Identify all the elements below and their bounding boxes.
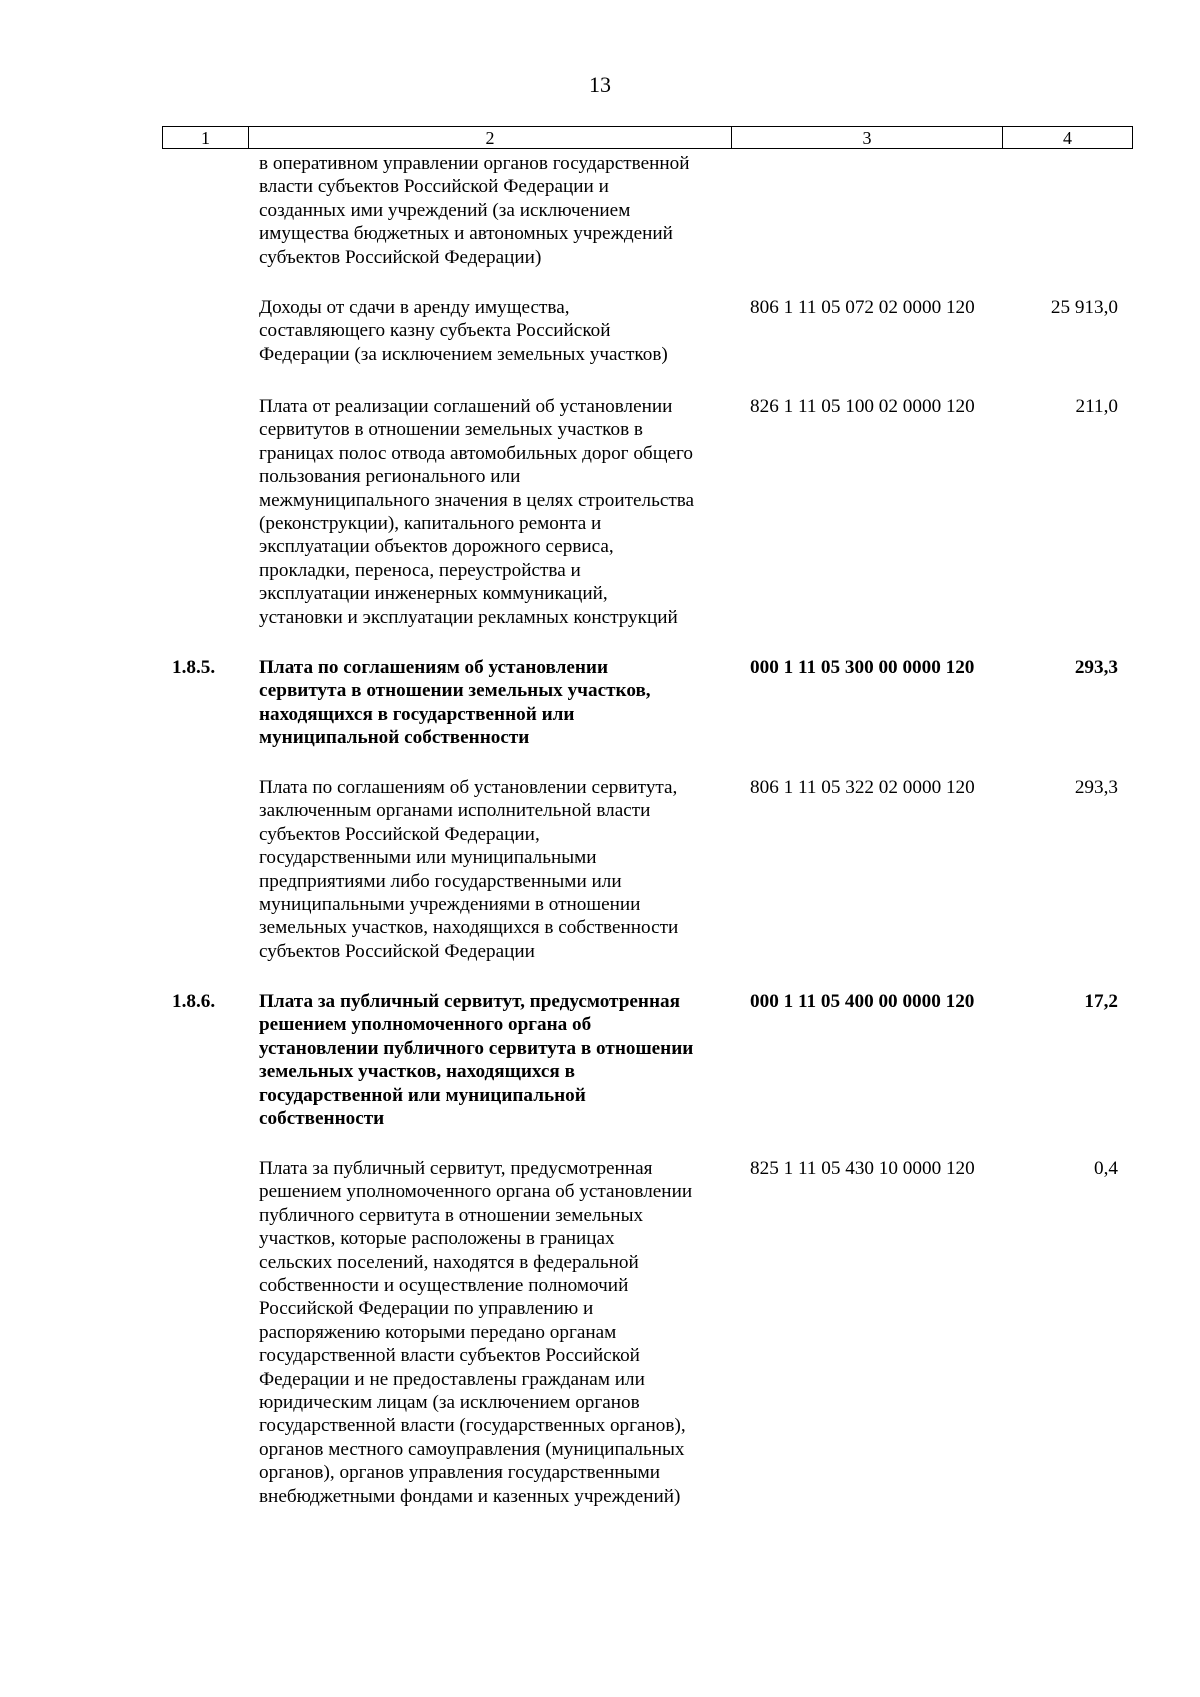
row-description: в оперативном управлении органов государственной власти субъектов Российской Федерации и созданных ими учреждений (за исключением имущества бюджетных и автономных учреждений субъектов Российской Федерации): [259, 153, 690, 268]
column-header-4: 4: [1003, 127, 1133, 149]
row-amount: 17,2: [1084, 991, 1118, 1012]
row-code: 000 1 11 05 300 00 0000 120: [750, 657, 975, 678]
row-code: 000 1 11 05 400 00 0000 120: [750, 991, 975, 1012]
row-description: Плата за публичный сервитут, предусмотренная решением уполномоченного органа об установлении публичного сервитута в отношении земельных участков, находящихся в государственной или муниципальной собственности: [259, 991, 694, 1130]
row-amount: 293,3: [1074, 657, 1118, 678]
row-code: 826 1 11 05 100 02 0000 120: [750, 396, 975, 417]
row-amount: 211,0: [1075, 396, 1118, 417]
row-number: 1.8.6.: [172, 991, 216, 1012]
row-amount: 293,3: [1074, 777, 1118, 798]
row-amount: 0,4: [1094, 1158, 1118, 1179]
row-description: Плата за публичный сервитут, предусмотренная решением уполномоченного органа об установлении публичного сервитута в отношении земельных участков, которые расположены в границах сельских поселений, находятся в федеральной собственности и осуществление полномочий Российской Федерации по управлению и распоряжению которыми передано органам государственной власти субъектов Российской Федерации и не предоставлены гражданам или юридическим лицам (за исключением органов государственной власти (государственных органов), органов местного самоуправления (муниципальных органов), органов управления государственными внебюджетными фондами и казенных учреждений): [259, 1158, 693, 1507]
page-number: 13: [589, 72, 611, 97]
row-code: 825 1 11 05 430 10 0000 120: [750, 1158, 975, 1179]
row-description: Доходы от сдачи в аренду имущества, составляющего казну субъекта Российской Федерации (за исключением земельных участков): [259, 297, 668, 365]
row-code: 806 1 11 05 072 02 0000 120: [750, 297, 975, 318]
row-description: Плата по соглашениям об установлении сервитута в отношении земельных участков, находящихся в государственной или муниципальной собственности: [259, 657, 651, 749]
row-description: Плата по соглашениям об установлении сервитута, заключенным органами исполнительной власти субъектов Российской Федерации, государственными или муниципальными предприятиями либо государственными или муниципальными учреждениями в отношении земельных участков, находящихся в собственности субъектов Российской Федерации: [259, 777, 679, 962]
row-description: Плата от реализации соглашений об установлении сервитутов в отношении земельных участков в границах полос отвода автомобильных дорог общего пользования регионального или межмуниципального значения в целях строительства (реконструкции), капитального ремонта и эксплуатации объектов дорожного сервиса, прокладки, переноса, переустройства и эксплуатации инженерных коммуникаций, установки и эксплуатации рекламных конструкций: [259, 396, 695, 628]
row-number: 1.8.5.: [172, 657, 216, 678]
column-header-1: 1: [163, 127, 249, 149]
column-header-table: [162, 126, 1133, 149]
row-code: 806 1 11 05 322 02 0000 120: [750, 777, 975, 798]
column-header-row: [163, 127, 1133, 149]
row-amount: 25 913,0: [1050, 297, 1118, 318]
column-header-2: 2: [249, 127, 732, 149]
column-header-3: 3: [732, 127, 1003, 149]
